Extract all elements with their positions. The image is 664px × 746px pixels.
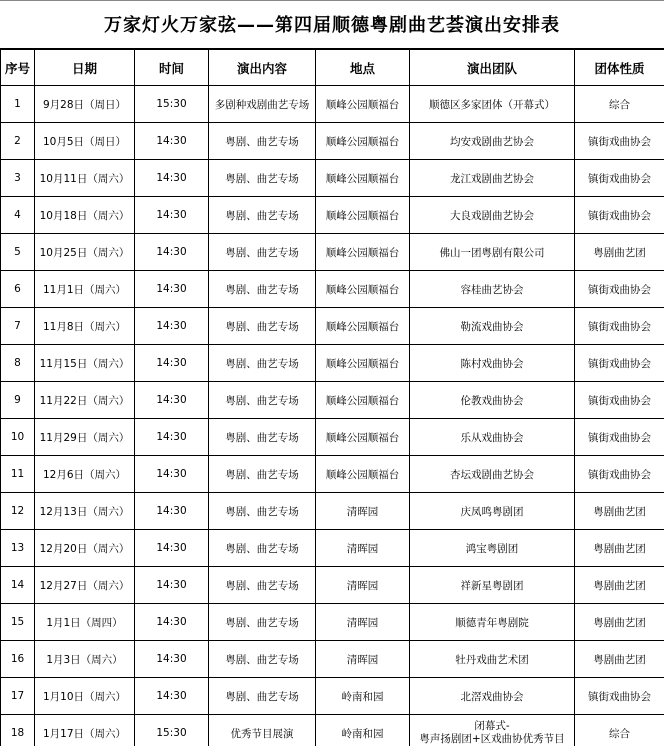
- cell-date: 12月13日（周六）: [35, 493, 135, 530]
- cell-venue: 清晖园: [316, 604, 410, 641]
- cell-time: 14:30: [135, 530, 209, 567]
- team-line: 勒流戏曲协会: [460, 320, 524, 333]
- team-line: 顺德区多家团体（开幕式）: [429, 98, 555, 111]
- cell-date: 11月8日（周六）: [35, 308, 135, 345]
- cell-type: 粤剧曲艺团: [575, 604, 664, 641]
- cell-content: 粤剧、曲艺专场: [209, 234, 316, 271]
- cell-type: 粤剧曲艺团: [575, 567, 664, 604]
- cell-type: 镇街戏曲协会: [575, 456, 664, 493]
- header-content: 演出内容: [209, 50, 316, 86]
- team-line: 杏坛戏剧曲艺协会: [450, 468, 534, 481]
- team-line: 顺德青年粤剧院: [455, 616, 529, 629]
- cell-no: 10: [1, 419, 35, 456]
- cell-content: 多剧种戏剧曲艺专场: [209, 86, 316, 123]
- cell-type: 镇街戏曲协会: [575, 123, 664, 160]
- cell-team: [410, 715, 575, 746]
- cell-venue: 清晖园: [316, 493, 410, 530]
- cell-content: 粤剧、曲艺专场: [209, 271, 316, 308]
- cell-time: 14:30: [135, 345, 209, 382]
- cell-time: 14:30: [135, 197, 209, 234]
- table-row: [1, 308, 664, 345]
- cell-content: 优秀节目展演: [209, 715, 316, 746]
- cell-team: [410, 567, 575, 604]
- table-row: [1, 197, 664, 234]
- cell-time: 15:30: [135, 86, 209, 123]
- cell-type: 镇街戏曲协会: [575, 419, 664, 456]
- cell-content: 粤剧、曲艺专场: [209, 456, 316, 493]
- team-line: 佛山一团粤剧有限公司: [439, 246, 545, 259]
- cell-no: 9: [1, 382, 35, 419]
- cell-date: 10月18日（周六）: [35, 197, 135, 234]
- team-line: 闭幕式-: [474, 720, 510, 732]
- cell-type: 镇街戏曲协会: [575, 271, 664, 308]
- cell-team: [410, 123, 575, 160]
- cell-no: 15: [1, 604, 35, 641]
- team-line: 牡丹戏曲艺术团: [455, 653, 529, 666]
- cell-venue: 顺峰公园顺福台: [316, 160, 410, 197]
- header-type: 团体性质: [575, 50, 664, 86]
- cell-date: 11月1日（周六）: [35, 271, 135, 308]
- cell-team: [410, 456, 575, 493]
- team-line: 伦教戏曲协会: [460, 394, 524, 407]
- cell-team: [410, 160, 575, 197]
- cell-date: 11月22日（周六）: [35, 382, 135, 419]
- cell-team: [410, 530, 575, 567]
- cell-team: [410, 382, 575, 419]
- cell-no: 6: [1, 271, 35, 308]
- cell-date: 10月11日（周六）: [35, 160, 135, 197]
- cell-venue: 顺峰公园顺福台: [316, 197, 410, 234]
- cell-team: [410, 271, 575, 308]
- cell-no: 8: [1, 345, 35, 382]
- cell-type: 粤剧曲艺团: [575, 234, 664, 271]
- cell-date: 11月15日（周六）: [35, 345, 135, 382]
- table-row: [1, 419, 664, 456]
- cell-time: 14:30: [135, 604, 209, 641]
- cell-venue: 顺峰公园顺福台: [316, 345, 410, 382]
- cell-time: 14:30: [135, 308, 209, 345]
- cell-team: [410, 345, 575, 382]
- cell-type: 综合: [575, 86, 664, 123]
- cell-time: 14:30: [135, 234, 209, 271]
- cell-type: 粤剧曲艺团: [575, 641, 664, 678]
- header-team: 演出团队: [410, 50, 575, 86]
- cell-date: 1月10日（周六）: [35, 678, 135, 715]
- table-row: [1, 715, 664, 746]
- cell-no: 5: [1, 234, 35, 271]
- table-row: [1, 530, 664, 567]
- cell-type: 综合: [575, 715, 664, 746]
- cell-content: 粤剧、曲艺专场: [209, 160, 316, 197]
- team-line: 龙江戏剧曲艺协会: [450, 172, 534, 185]
- cell-content: 粤剧、曲艺专场: [209, 567, 316, 604]
- team-line: 庆凤鸣粤剧团: [460, 505, 524, 518]
- team-line: 祥新星粤剧团: [460, 579, 524, 592]
- cell-type: 粤剧曲艺团: [575, 530, 664, 567]
- cell-type: 镇街戏曲协会: [575, 308, 664, 345]
- cell-venue: 顺峰公园顺福台: [316, 271, 410, 308]
- cell-time: 14:30: [135, 641, 209, 678]
- cell-venue: 岭南和园: [316, 678, 410, 715]
- cell-no: 3: [1, 160, 35, 197]
- table-row: [1, 604, 664, 641]
- cell-venue: 顺峰公园顺福台: [316, 86, 410, 123]
- cell-content: 粤剧、曲艺专场: [209, 604, 316, 641]
- cell-no: 11: [1, 456, 35, 493]
- header-date: 日期: [35, 50, 135, 86]
- cell-content: 粤剧、曲艺专场: [209, 530, 316, 567]
- cell-date: 9月28日（周日）: [35, 86, 135, 123]
- cell-time: 14:30: [135, 493, 209, 530]
- cell-team: [410, 604, 575, 641]
- cell-team: [410, 308, 575, 345]
- cell-venue: 顺峰公园顺福台: [316, 123, 410, 160]
- cell-venue: 清晖园: [316, 530, 410, 567]
- table-row: [1, 123, 664, 160]
- cell-team: [410, 678, 575, 715]
- cell-content: 粤剧、曲艺专场: [209, 345, 316, 382]
- cell-content: 粤剧、曲艺专场: [209, 493, 316, 530]
- cell-content: 粤剧、曲艺专场: [209, 123, 316, 160]
- cell-type: 镇街戏曲协会: [575, 197, 664, 234]
- cell-time: 14:30: [135, 123, 209, 160]
- cell-no: 7: [1, 308, 35, 345]
- table-row: [1, 678, 664, 715]
- table-row: [1, 382, 664, 419]
- cell-no: 1: [1, 86, 35, 123]
- cell-no: 16: [1, 641, 35, 678]
- table-row: [1, 567, 664, 604]
- cell-venue: 顺峰公园顺福台: [316, 234, 410, 271]
- cell-time: 15:30: [135, 715, 209, 746]
- page-title: 万家灯火万家弦——第四届顺德粤剧曲艺荟演出安排表: [0, 0, 664, 49]
- cell-date: 12月20日（周六）: [35, 530, 135, 567]
- cell-time: 14:30: [135, 678, 209, 715]
- team-line: 均安戏剧曲艺协会: [450, 135, 534, 148]
- cell-date: 1月1日（周四）: [35, 604, 135, 641]
- team-line: 北滘戏曲协会: [460, 690, 524, 703]
- cell-date: 1月17日（周六）: [35, 715, 135, 746]
- header-venue: 地点: [316, 50, 410, 86]
- cell-venue: 顺峰公园顺福台: [316, 382, 410, 419]
- cell-time: 14:30: [135, 456, 209, 493]
- cell-date: 11月29日（周六）: [35, 419, 135, 456]
- table-row: [1, 160, 664, 197]
- team-line: 鸿宝粤剧团: [465, 542, 519, 555]
- cell-type: 镇街戏曲协会: [575, 345, 664, 382]
- cell-venue: 清晖园: [316, 641, 410, 678]
- schedule-table: [0, 49, 664, 746]
- cell-time: 14:30: [135, 419, 209, 456]
- cell-time: 14:30: [135, 271, 209, 308]
- table-row: [1, 86, 664, 123]
- top-border: [0, 0, 664, 1]
- table-row: [1, 456, 664, 493]
- cell-content: 粤剧、曲艺专场: [209, 382, 316, 419]
- cell-no: 13: [1, 530, 35, 567]
- cell-date: 10月25日（周六）: [35, 234, 135, 271]
- cell-type: 镇街戏曲协会: [575, 678, 664, 715]
- cell-team: [410, 641, 575, 678]
- cell-team: [410, 234, 575, 271]
- cell-no: 14: [1, 567, 35, 604]
- cell-team: [410, 197, 575, 234]
- team-line: 粤声扬剧团+区戏曲协优秀节目: [419, 733, 565, 745]
- table-row: [1, 234, 664, 271]
- cell-venue: 清晖园: [316, 567, 410, 604]
- team-line: 乐从戏曲协会: [460, 431, 524, 444]
- table-body: [1, 86, 664, 746]
- cell-type: 镇街戏曲协会: [575, 382, 664, 419]
- cell-content: 粤剧、曲艺专场: [209, 308, 316, 345]
- table-row: [1, 641, 664, 678]
- cell-content: 粤剧、曲艺专场: [209, 419, 316, 456]
- table-row: [1, 493, 664, 530]
- cell-content: 粤剧、曲艺专场: [209, 197, 316, 234]
- table-row: [1, 345, 664, 382]
- cell-date: 12月6日（周六）: [35, 456, 135, 493]
- cell-team: [410, 86, 575, 123]
- cell-date: 1月3日（周六）: [35, 641, 135, 678]
- cell-content: 粤剧、曲艺专场: [209, 678, 316, 715]
- cell-venue: 岭南和园: [316, 715, 410, 746]
- cell-type: 粤剧曲艺团: [575, 493, 664, 530]
- team-line: 陈村戏曲协会: [460, 357, 524, 370]
- team-line: 大良戏剧曲艺协会: [450, 209, 534, 222]
- cell-no: 2: [1, 123, 35, 160]
- cell-content: 粤剧、曲艺专场: [209, 641, 316, 678]
- cell-venue: 顺峰公园顺福台: [316, 308, 410, 345]
- cell-type: 镇街戏曲协会: [575, 160, 664, 197]
- cell-time: 14:30: [135, 160, 209, 197]
- cell-time: 14:30: [135, 567, 209, 604]
- cell-team: [410, 419, 575, 456]
- table-row: [1, 271, 664, 308]
- header-row: [1, 50, 664, 86]
- cell-no: 18: [1, 715, 35, 746]
- cell-no: 12: [1, 493, 35, 530]
- cell-venue: 顺峰公园顺福台: [316, 419, 410, 456]
- cell-date: 10月5日（周日）: [35, 123, 135, 160]
- cell-date: 12月27日（周六）: [35, 567, 135, 604]
- cell-no: 17: [1, 678, 35, 715]
- header-no: 序号: [1, 50, 35, 86]
- cell-team: [410, 493, 575, 530]
- cell-venue: 顺峰公园顺福台: [316, 456, 410, 493]
- cell-time: 14:30: [135, 382, 209, 419]
- header-time: 时间: [135, 50, 209, 86]
- team-line: 容桂曲艺协会: [460, 283, 524, 296]
- cell-no: 4: [1, 197, 35, 234]
